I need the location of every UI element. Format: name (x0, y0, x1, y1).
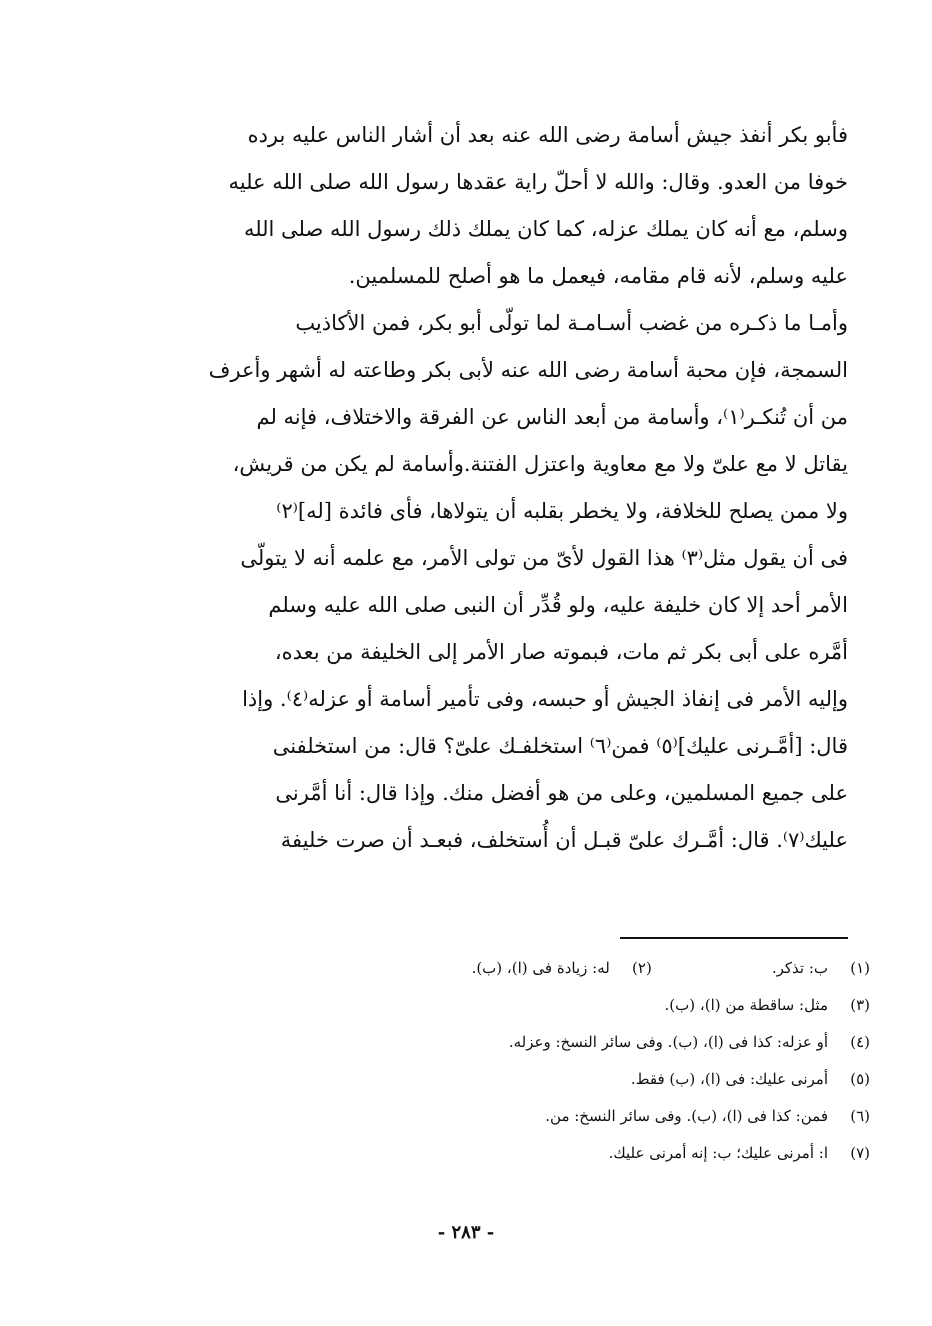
footnote-row (140, 950, 870, 987)
footnote-row (140, 1098, 870, 1135)
body-line: فى أن يقول مثل⁽٣⁾ هذا القول لأىّ من تولى الأمر، مع علمه أنه لا يتولّى (240, 546, 848, 570)
footnote-text: ب: تذكر. (771, 959, 828, 977)
body-line: وأمـا ما ذكـره من غضب أسـامـة لما تولّى أبو بكر، فمن الأكاذيب (295, 311, 848, 335)
footnote-number: (٤) (850, 1033, 870, 1051)
footnote-number: (١) (850, 959, 870, 977)
footnote-text: أمرنى عليك: فى (ا)، (ب) فقط. (630, 1070, 828, 1088)
footnote (509, 1024, 870, 1061)
page-number: - ٢٨٣ - (437, 1222, 495, 1243)
footnote (665, 987, 870, 1024)
footnote-number: (٣) (850, 996, 870, 1014)
footnote-text: مثل: ساقطة من (ا)، (ب). (664, 996, 828, 1014)
footnote-text: ا: أمرنى عليك؛ ب: إنه أمرنى عليك. (608, 1144, 828, 1162)
body-line: يقاتل لا مع علىّ ولا مع معاوية واعتزل الفتنة.وأسامة لم يكن من قريش، (232, 452, 848, 476)
footnote-number: (٥) (850, 1070, 870, 1088)
footnote-row (140, 987, 870, 1024)
footnote-text: له: زيادة فى (ا)، (ب). (471, 959, 610, 977)
body-line: وإليه الأمر فى إنفاذ الجيش أو حبسه، وفى تأمير أسامة أو عزله⁽٤⁾. وإذا (242, 687, 848, 711)
body-line: الأمر أحد إلا كان خليفة عليه، ولو قُدِّر أن النبى صلى الله عليه وسلم (268, 593, 848, 617)
footnote-text: أو عزله: كذا فى (ا)، (ب). وفى سائر النسخ: وعزله. (508, 1033, 828, 1051)
footnote (545, 1098, 870, 1135)
footnote-row (140, 1061, 870, 1098)
body-line: خوفا من العدو. وقال: والله لا أحلّ راية عقدها رسول الله صلى الله عليه (228, 170, 848, 194)
footnote-number: (٧) (850, 1144, 870, 1162)
footnotes (140, 950, 870, 1172)
footnote (631, 1061, 870, 1098)
body-line: السمجة، فإن محبة أسامة رضى الله عنه لأبى بكر وطاعته له أشهر وأعرف (208, 358, 848, 382)
footnote-row (140, 1024, 870, 1061)
footnote-row (140, 1135, 870, 1172)
body-line: ولا ممن يصلح للخلافة، ولا يخطر بقلبه أن يتولاها، فأى فائدة [له]⁽٢⁾ (276, 499, 848, 523)
body-line: من أن تُنكـر⁽١⁾، وأسامة من أبعد الناس عن الفرقة والاختلاف، فإنه لم (256, 405, 848, 429)
body-line: فأبو بكر أنفذ جيش أسامة رضى الله عنه بعد أن أشار الناس عليه برده (247, 123, 848, 147)
body-line: عليه وسلم، لأنه قام مقامه، فيعمل ما هو أصلح للمسلمين. (348, 264, 848, 288)
body-line: قال: [أمَّـرنى عليك]⁽٥⁾ فمن⁽٦⁾ استخلفـك علىّ؟ قال: من استخلفنى (272, 734, 848, 758)
body-line: عليك⁽٧⁾. قال: أمَّـرك علىّ قبـل أن أُستخلف، فبعـد أن صرت خليفة (280, 828, 848, 852)
footnote-text: فمن: كذا فى (ا)، (ب). وفى سائر النسخ: من. (545, 1107, 828, 1125)
footnote (472, 950, 652, 987)
footnote (772, 950, 870, 987)
body-line: وسلم، مع أنه كان يملك عزله، كما كان يملك ذلك رسول الله صلى الله (243, 217, 848, 241)
footnote-separator (620, 937, 848, 939)
footnote-number: (٢) (632, 959, 652, 977)
body-text (142, 112, 848, 864)
footnote-number: (٦) (850, 1107, 870, 1125)
footnote (609, 1135, 870, 1172)
body-line: أمَّره على أبى بكر ثم مات، فبموته صار الأمر إلى الخليفة من بعده، (274, 640, 848, 664)
body-line: على جميع المسلمين، وعلى من هو أفضل منك. وإذا قال: أنا أمَّرنى (275, 781, 848, 805)
